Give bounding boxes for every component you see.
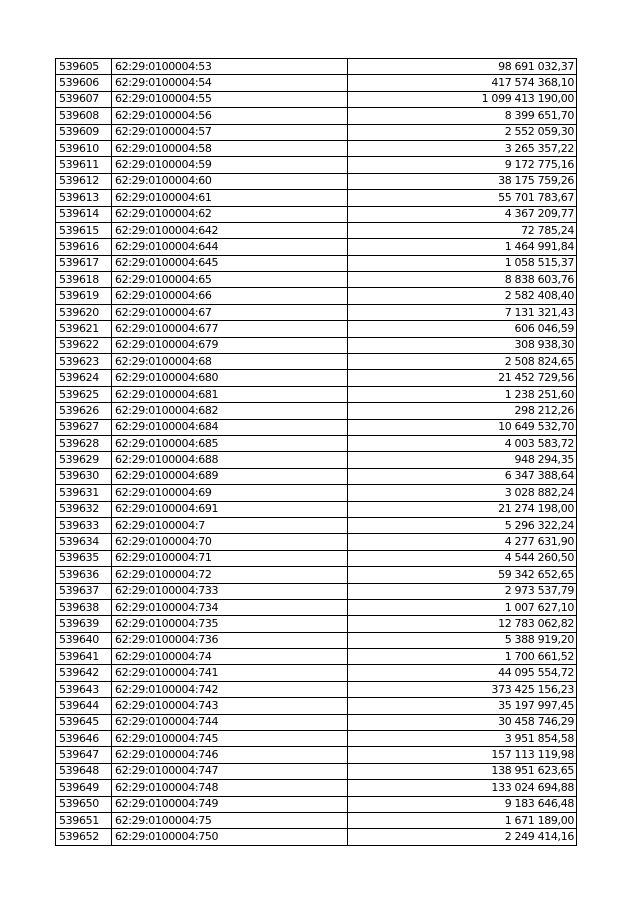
cadastral-number-cell: 62:29:0100004:741 [112,665,348,681]
cadastral-number-cell: 62:29:0100004:677 [112,321,348,337]
row-number-cell: 539641 [56,649,112,665]
cadastral-value-cell: 8 399 651,70 [348,108,577,124]
table-row [56,698,577,714]
table-row [56,239,577,255]
cadastral-value-cell: 4 003 583,72 [348,435,577,451]
cadastral-value-cell: 373 425 156,23 [348,681,577,697]
row-number-cell: 539610 [56,140,112,156]
row-number-cell: 539619 [56,288,112,304]
cadastral-number-cell: 62:29:0100004:735 [112,616,348,632]
cadastral-value-cell: 2 582 408,40 [348,288,577,304]
table-row [56,567,577,583]
cadastral-number-cell: 62:29:0100004:68 [112,354,348,370]
table-row [56,206,577,222]
table-row [56,140,577,156]
row-number-cell: 539647 [56,747,112,763]
cadastral-value-cell: 1 464 991,84 [348,239,577,255]
row-number-cell: 539642 [56,665,112,681]
cadastral-number-cell: 62:29:0100004:55 [112,91,348,107]
row-number-cell: 539613 [56,190,112,206]
row-number-cell: 539612 [56,173,112,189]
cadastral-value-cell: 4 277 631,90 [348,534,577,550]
table-body [56,59,577,846]
cadastral-number-cell: 62:29:0100004:67 [112,304,348,320]
cadastral-value-cell: 1 238 251,60 [348,386,577,402]
row-number-cell: 539629 [56,452,112,468]
cadastral-number-cell: 62:29:0100004:736 [112,632,348,648]
row-number-cell: 539639 [56,616,112,632]
row-number-cell: 539652 [56,829,112,845]
cadastral-number-cell: 62:29:0100004:744 [112,714,348,730]
row-number-cell: 539608 [56,108,112,124]
cadastral-value-cell: 417 574 368,10 [348,75,577,91]
table-row [56,75,577,91]
cadastral-number-cell: 62:29:0100004:54 [112,75,348,91]
cadastral-value-cell: 2 552 059,30 [348,124,577,140]
table-row [56,599,577,615]
table-row [56,157,577,173]
row-number-cell: 539634 [56,534,112,550]
cadastral-number-cell: 62:29:0100004:66 [112,288,348,304]
cadastral-number-cell: 62:29:0100004:689 [112,468,348,484]
row-number-cell: 539626 [56,403,112,419]
cadastral-number-cell: 62:29:0100004:688 [112,452,348,468]
row-number-cell: 539637 [56,583,112,599]
cadastral-number-cell: 62:29:0100004:682 [112,403,348,419]
cadastral-value-cell: 55 701 783,67 [348,190,577,206]
table-row [56,763,577,779]
cadastral-number-cell: 62:29:0100004:58 [112,140,348,156]
cadastral-number-cell: 62:29:0100004:62 [112,206,348,222]
cadastral-value-cell: 3 265 357,22 [348,140,577,156]
cadastral-value-cell: 35 197 997,45 [348,698,577,714]
table-row [56,124,577,140]
cadastral-number-cell: 62:29:0100004:56 [112,108,348,124]
table-row [56,173,577,189]
table-row [56,583,577,599]
cadastral-value-cell: 308 938,30 [348,337,577,353]
table-row [56,222,577,238]
cadastral-value-cell: 133 024 694,88 [348,780,577,796]
cadastral-number-cell: 62:29:0100004:742 [112,681,348,697]
cadastral-number-cell: 62:29:0100004:57 [112,124,348,140]
table-row [56,812,577,828]
cadastral-value-cell: 298 212,26 [348,403,577,419]
table-row [56,304,577,320]
cadastral-number-cell: 62:29:0100004:71 [112,550,348,566]
cadastral-number-cell: 62:29:0100004:61 [112,190,348,206]
row-number-cell: 539635 [56,550,112,566]
cadastral-value-cell: 6 347 388,64 [348,468,577,484]
table-row [56,91,577,107]
table-row [56,354,577,370]
row-number-cell: 539620 [56,304,112,320]
table-row [56,780,577,796]
table-row [56,747,577,763]
cadastral-number-cell: 62:29:0100004:746 [112,747,348,763]
cadastral-number-cell: 62:29:0100004:734 [112,599,348,615]
table-row [56,534,577,550]
cadastral-value-cell: 21 274 198,00 [348,501,577,517]
cadastral-number-cell: 62:29:0100004:60 [112,173,348,189]
cadastral-value-cell: 3 951 854,58 [348,731,577,747]
row-number-cell: 539624 [56,370,112,386]
table-row [56,321,577,337]
row-number-cell: 539618 [56,272,112,288]
cadastral-number-cell: 62:29:0100004:733 [112,583,348,599]
table-row [56,731,577,747]
cadastral-value-cell: 21 452 729,56 [348,370,577,386]
cadastral-value-cell: 157 113 119,98 [348,747,577,763]
table-row [56,272,577,288]
table-row [56,337,577,353]
cadastral-value-cell: 7 131 321,43 [348,304,577,320]
table-row [56,468,577,484]
cadastral-number-cell: 62:29:0100004:750 [112,829,348,845]
cadastral-value-cell: 5 296 322,24 [348,517,577,533]
cadastral-number-cell: 62:29:0100004:70 [112,534,348,550]
cadastral-value-cell: 10 649 532,70 [348,419,577,435]
cadastral-number-cell: 62:29:0100004:69 [112,485,348,501]
table-row [56,370,577,386]
row-number-cell: 539628 [56,435,112,451]
row-number-cell: 539616 [56,239,112,255]
cadastral-value-cell: 9 183 646,48 [348,796,577,812]
row-number-cell: 539627 [56,419,112,435]
row-number-cell: 539648 [56,763,112,779]
cadastral-value-cell: 3 028 882,24 [348,485,577,501]
table-row [56,796,577,812]
cadastral-value-cell: 59 342 652,65 [348,567,577,583]
cadastral-number-cell: 62:29:0100004:74 [112,649,348,665]
cadastral-value-cell: 44 095 554,72 [348,665,577,681]
cadastral-value-cell: 4 367 209,77 [348,206,577,222]
cadastral-number-cell: 62:29:0100004:679 [112,337,348,353]
cadastral-number-cell: 62:29:0100004:7 [112,517,348,533]
row-number-cell: 539622 [56,337,112,353]
cadastral-value-table [55,58,577,846]
table-row [56,288,577,304]
cadastral-value-cell: 4 544 260,50 [348,550,577,566]
table-row [56,649,577,665]
cadastral-number-cell: 62:29:0100004:745 [112,731,348,747]
cadastral-value-cell: 948 294,35 [348,452,577,468]
row-number-cell: 539650 [56,796,112,812]
table-row [56,550,577,566]
table-row [56,419,577,435]
cadastral-value-cell: 9 172 775,16 [348,157,577,173]
row-number-cell: 539617 [56,255,112,271]
row-number-cell: 539646 [56,731,112,747]
table-row [56,829,577,845]
cadastral-value-cell: 30 458 746,29 [348,714,577,730]
table-row [56,681,577,697]
cadastral-value-cell: 1 099 413 190,00 [348,91,577,107]
cadastral-value-cell: 138 951 623,65 [348,763,577,779]
table-row [56,485,577,501]
cadastral-value-cell: 72 785,24 [348,222,577,238]
cadastral-number-cell: 62:29:0100004:65 [112,272,348,288]
table-row [56,190,577,206]
cadastral-value-cell: 2 508 824,65 [348,354,577,370]
cadastral-number-cell: 62:29:0100004:75 [112,812,348,828]
cadastral-number-cell: 62:29:0100004:749 [112,796,348,812]
row-number-cell: 539640 [56,632,112,648]
cadastral-value-cell: 1 058 515,37 [348,255,577,271]
table-row [56,632,577,648]
cadastral-value-cell: 8 838 603,76 [348,272,577,288]
row-number-cell: 539614 [56,206,112,222]
table-row [56,59,577,75]
cadastral-value-cell: 1 007 627,10 [348,599,577,615]
cadastral-number-cell: 62:29:0100004:685 [112,435,348,451]
row-number-cell: 539644 [56,698,112,714]
row-number-cell: 539615 [56,222,112,238]
row-number-cell: 539636 [56,567,112,583]
table-row [56,108,577,124]
cadastral-number-cell: 62:29:0100004:644 [112,239,348,255]
table-row [56,452,577,468]
cadastral-number-cell: 62:29:0100004:684 [112,419,348,435]
cadastral-value-cell: 1 671 189,00 [348,812,577,828]
cadastral-number-cell: 62:29:0100004:645 [112,255,348,271]
table-row [56,665,577,681]
table-row [56,714,577,730]
row-number-cell: 539645 [56,714,112,730]
row-number-cell: 539633 [56,517,112,533]
cadastral-number-cell: 62:29:0100004:691 [112,501,348,517]
cadastral-number-cell: 62:29:0100004:59 [112,157,348,173]
cadastral-value-cell: 38 175 759,26 [348,173,577,189]
table-row [56,255,577,271]
table-row [56,386,577,402]
row-number-cell: 539623 [56,354,112,370]
cadastral-value-cell: 2 249 414,16 [348,829,577,845]
row-number-cell: 539605 [56,59,112,75]
cadastral-number-cell: 62:29:0100004:72 [112,567,348,583]
cadastral-number-cell: 62:29:0100004:53 [112,59,348,75]
cadastral-number-cell: 62:29:0100004:681 [112,386,348,402]
row-number-cell: 539607 [56,91,112,107]
row-number-cell: 539643 [56,681,112,697]
cadastral-number-cell: 62:29:0100004:748 [112,780,348,796]
row-number-cell: 539631 [56,485,112,501]
cadastral-value-cell: 606 046,59 [348,321,577,337]
table-row [56,435,577,451]
row-number-cell: 539625 [56,386,112,402]
row-number-cell: 539606 [56,75,112,91]
table-row [56,616,577,632]
row-number-cell: 539611 [56,157,112,173]
cadastral-value-cell: 1 700 661,52 [348,649,577,665]
table-row [56,403,577,419]
table-row [56,501,577,517]
cadastral-value-cell: 98 691 032,37 [348,59,577,75]
row-number-cell: 539632 [56,501,112,517]
table-row [56,517,577,533]
row-number-cell: 539621 [56,321,112,337]
row-number-cell: 539609 [56,124,112,140]
cadastral-number-cell: 62:29:0100004:743 [112,698,348,714]
cadastral-number-cell: 62:29:0100004:680 [112,370,348,386]
cadastral-number-cell: 62:29:0100004:642 [112,222,348,238]
row-number-cell: 539651 [56,812,112,828]
row-number-cell: 539638 [56,599,112,615]
cadastral-value-cell: 5 388 919,20 [348,632,577,648]
row-number-cell: 539649 [56,780,112,796]
cadastral-value-cell: 2 973 537,79 [348,583,577,599]
cadastral-value-cell: 12 783 062,82 [348,616,577,632]
row-number-cell: 539630 [56,468,112,484]
cadastral-number-cell: 62:29:0100004:747 [112,763,348,779]
